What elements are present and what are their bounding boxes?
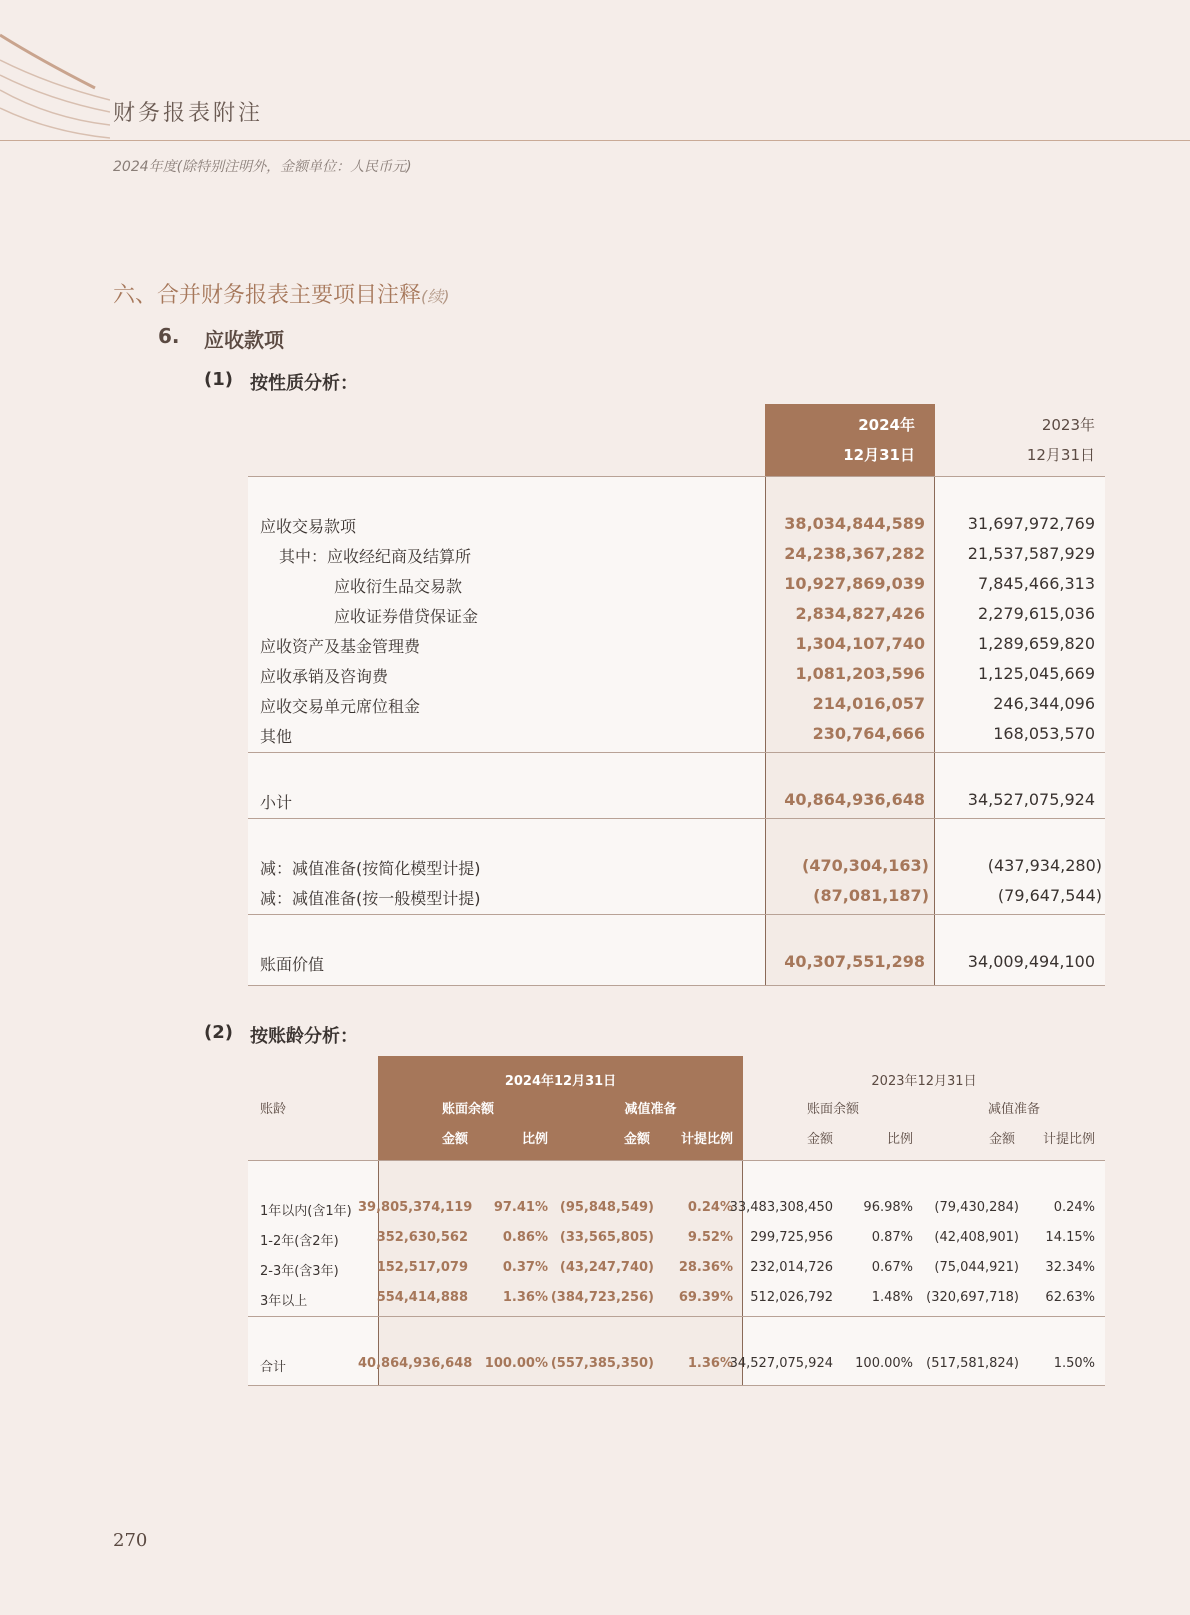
impair-2024: (43,247,740) — [559, 1260, 654, 1275]
section-continued: (续) — [421, 287, 450, 306]
provision-2024: 0.24% — [687, 1200, 733, 1215]
value-2024: 10,927,869,039 — [784, 574, 925, 593]
ratio-2023: 1.48% — [871, 1290, 913, 1305]
part1-number: (1) — [204, 369, 233, 390]
row-label: 减：减值准备(按简化模型计提) — [260, 859, 481, 878]
provision-2023: 14.15% — [1045, 1230, 1095, 1245]
nature-analysis-table — [248, 404, 1105, 986]
row-label: 账面价值 — [260, 955, 325, 974]
table-row — [248, 634, 1105, 664]
value-2023: 21,537,587,929 — [967, 544, 1095, 563]
provision-2024: 9.52% — [687, 1230, 733, 1245]
provision-2024: 28.36% — [678, 1260, 733, 1275]
amount-2024: 40,864,936,648 — [358, 1356, 473, 1371]
row-label: 应收证券借贷保证金 — [334, 607, 479, 626]
impair-2023: (79,430,284) — [934, 1200, 1019, 1215]
decorative-arc-lines — [0, 0, 110, 150]
ratio-2023: 96.98% — [863, 1200, 913, 1215]
part2-number: (2) — [204, 1022, 233, 1043]
aging-label: 3年以上 — [260, 1294, 308, 1309]
aging-label: 1-2年(含2年) — [260, 1234, 339, 1249]
col-2024-year: 2024年 — [858, 416, 915, 434]
col-provision-ratio: 计提比例 — [1042, 1132, 1095, 1147]
provision-2023: 62.63% — [1045, 1290, 1095, 1305]
col-ratio: 比例 — [886, 1132, 913, 1147]
amount-2024: 39,805,374,119 — [358, 1200, 473, 1215]
row-label: 减：减值准备(按一般模型计提) — [260, 889, 481, 908]
ratio-2023: 100.00% — [855, 1356, 913, 1371]
impair-2024: (557,385,350) — [550, 1356, 654, 1371]
group-balance-2024: 账面余额 — [441, 1102, 494, 1117]
amount-2023: 512,026,792 — [750, 1290, 833, 1305]
row-label: 应收承销及咨询费 — [260, 667, 389, 686]
impair-2023: (75,044,921) — [934, 1260, 1019, 1275]
row-label: 其中：应收经纪商及结算所 — [279, 547, 472, 566]
date-2024: 2024年12月31日 — [504, 1074, 617, 1089]
section-title — [113, 278, 450, 309]
table-row — [248, 664, 1105, 694]
group-impair-2023: 减值准备 — [987, 1102, 1040, 1117]
amount-2023: 232,014,726 — [750, 1260, 833, 1275]
value-2024: (470,304,163) — [802, 856, 929, 875]
header-divider — [0, 140, 1190, 141]
ratio-2024: 100.00% — [484, 1356, 548, 1371]
table-rule — [248, 1316, 1105, 1317]
impair-2023: (517,581,824) — [926, 1356, 1019, 1371]
aging-label: 2-3年(含3年) — [260, 1264, 339, 1279]
impairment-row — [248, 886, 1105, 916]
table-row — [248, 694, 1105, 724]
value-2023: 31,697,972,769 — [967, 514, 1095, 533]
value-2023: 1,125,045,669 — [977, 664, 1095, 683]
col-amount: 金额 — [806, 1132, 833, 1147]
table-row — [248, 574, 1105, 604]
total-label: 合计 — [260, 1360, 287, 1375]
col-2023-year: 2023年 — [1041, 416, 1095, 434]
ratio-2024: 1.36% — [502, 1290, 548, 1305]
value-2024: 1,304,107,740 — [795, 634, 925, 653]
row-label: 应收交易单元席位租金 — [260, 697, 421, 716]
amount-2024: 152,517,079 — [376, 1260, 468, 1275]
value-2024: 2,834,827,426 — [795, 604, 925, 623]
col-amount: 金额 — [988, 1132, 1015, 1147]
amount-2024: 554,414,888 — [376, 1290, 468, 1305]
col-2024-date: 12月31日 — [843, 446, 915, 464]
aging-header: 账龄 — [260, 1102, 287, 1117]
provision-2024: 1.36% — [687, 1356, 733, 1371]
subtotal-row — [248, 790, 1105, 820]
impair-2023: (42,408,901) — [934, 1230, 1019, 1245]
table-rule — [248, 985, 1105, 986]
impair-2024: (95,848,549) — [559, 1200, 654, 1215]
value-2023: 2,279,615,036 — [977, 604, 1095, 623]
table-rule — [248, 476, 1105, 477]
row-label: 应收衍生品交易款 — [334, 577, 463, 596]
part2-title: 按账龄分析： — [250, 1026, 358, 1047]
value-2023: 34,527,075,924 — [967, 790, 1095, 809]
value-2023: (437,934,280) — [987, 856, 1102, 875]
group-balance-2023: 账面余额 — [806, 1102, 859, 1117]
amount-2024: 352,630,562 — [376, 1230, 468, 1245]
date-2023: 2023年12月31日 — [871, 1074, 977, 1089]
group-impair-2024: 减值准备 — [624, 1102, 677, 1117]
value-2023: 246,344,096 — [993, 694, 1095, 713]
table-rule — [248, 818, 1105, 819]
subsection-title: 应收款项 — [204, 328, 284, 352]
amount-2023: 299,725,956 — [750, 1230, 833, 1245]
row-label: 其他 — [260, 727, 293, 746]
value-2024: 230,764,666 — [812, 724, 925, 743]
amount-2023: 34,527,075,924 — [729, 1356, 833, 1371]
provision-2023: 0.24% — [1053, 1200, 1095, 1215]
page-number: 270 — [113, 1530, 148, 1551]
value-2024: 214,016,057 — [812, 694, 925, 713]
value-2024: 38,034,844,589 — [784, 514, 925, 533]
value-2023: 1,289,659,820 — [977, 634, 1095, 653]
table-row — [248, 544, 1105, 574]
header-title: 财务报表附注 — [113, 101, 264, 126]
table-row — [248, 604, 1105, 634]
value-2024: 24,238,367,282 — [784, 544, 925, 563]
table-rule — [248, 752, 1105, 753]
value-2024: 40,864,936,648 — [784, 790, 925, 809]
value-2023: 7,845,466,313 — [977, 574, 1095, 593]
header-subtitle: 2024年度(除特别注明外，金额单位：人民币元) — [113, 159, 412, 175]
col-ratio: 比例 — [521, 1132, 548, 1147]
value-2023: 34,009,494,100 — [967, 952, 1095, 971]
value-2023: 168,053,570 — [993, 724, 1095, 743]
provision-2023: 32.34% — [1045, 1260, 1095, 1275]
section-title-text: 六、合并财务报表主要项目注释 — [113, 283, 422, 308]
ratio-2024: 0.37% — [502, 1260, 548, 1275]
aging-label: 1年以内(含1年) — [260, 1204, 352, 1219]
impair-2023: (320,697,718) — [926, 1290, 1019, 1305]
col-2023-date: 12月31日 — [1026, 446, 1095, 464]
table-rule — [248, 914, 1105, 915]
table-rule — [248, 1385, 1105, 1386]
amount-2023: 33,483,308,450 — [729, 1200, 833, 1215]
ratio-2023: 0.67% — [871, 1260, 913, 1275]
provision-2023: 1.50% — [1053, 1356, 1095, 1371]
ratio-2024: 0.86% — [502, 1230, 548, 1245]
provision-2024: 69.39% — [678, 1290, 733, 1305]
value-2024: 1,081,203,596 — [795, 664, 925, 683]
col-amount: 金额 — [623, 1132, 650, 1147]
table-row — [248, 514, 1105, 544]
table-row — [248, 724, 1105, 754]
row-label: 应收资产及基金管理费 — [260, 637, 421, 656]
table-rule — [248, 1160, 1105, 1161]
part1-title: 按性质分析： — [250, 373, 358, 394]
impairment-row — [248, 856, 1105, 886]
col-provision-ratio: 计提比例 — [680, 1132, 733, 1147]
aging-analysis-table — [248, 1056, 1105, 1386]
carrying-value-row — [248, 952, 1105, 982]
row-label: 应收交易款项 — [260, 517, 357, 536]
ratio-2023: 0.87% — [871, 1230, 913, 1245]
value-2024: 40,307,551,298 — [784, 952, 925, 971]
value-2023: (79,647,544) — [997, 886, 1102, 905]
impair-2024: (33,565,805) — [559, 1230, 654, 1245]
subsection-number: 6. — [158, 324, 180, 348]
impair-2024: (384,723,256) — [550, 1290, 654, 1305]
col-amount: 金额 — [441, 1132, 468, 1147]
value-2024: (87,081,187) — [813, 886, 929, 905]
row-label: 小计 — [260, 793, 293, 812]
ratio-2024: 97.41% — [493, 1200, 548, 1215]
